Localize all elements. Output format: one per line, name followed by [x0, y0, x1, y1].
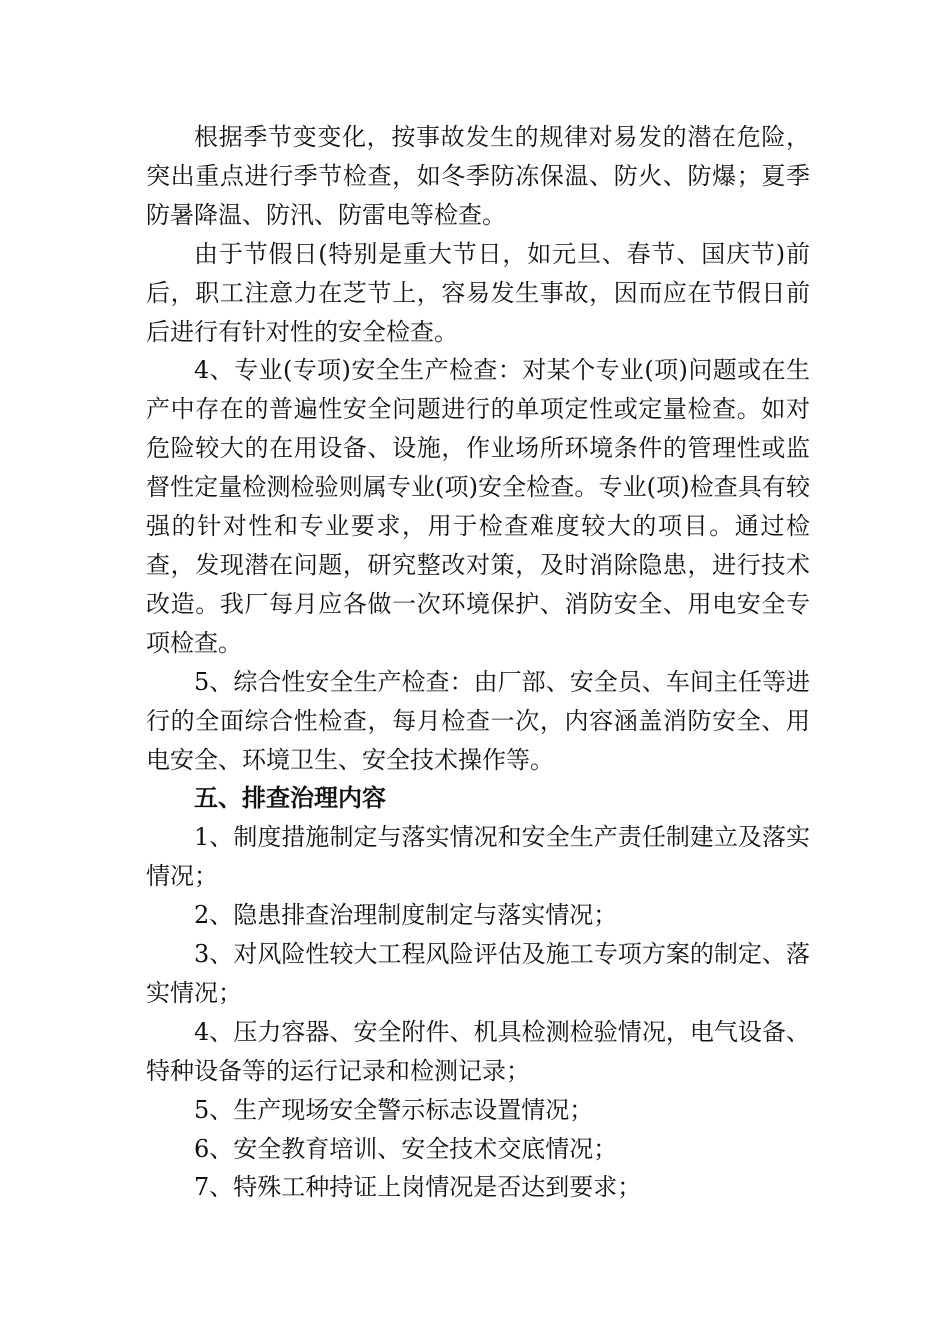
list-item: 7、特殊工种持证上岗情况是否达到要求； [194, 1173, 642, 1202]
paragraph-special-inspection: 4、专业(专项)安全生产检查：对某个专业(项)问题或在生产中存在的普遍性安全问题进行的单项定性或定量检查。如对危险较大的在用设备、设施，作业场所环境条件的管理性或监督性定量检测检验则属专业(项)安全检查。专业(项)检查具有较强的针对性和专业要求，用于检查难度较大的项目。通过检查，发现潜在问题，研究整改对策，及时消除隐患，进行技术改造。我厂每月应各做一次环境保护、消防安全、用电安全专项检查。 [146, 356, 810, 657]
list-item: 4、压力容器、安全附件、机具检测检验情况，电气设备、特种设备等的运行记录和检测记录； [146, 1017, 810, 1085]
list-item: 2、隐患排查治理制度制定与落实情况； [194, 901, 618, 930]
section-heading: 五、排查治理内容 [194, 784, 386, 813]
list-item: 1、制度措施制定与落实情况和安全生产责任制建立及落实情况； [146, 823, 810, 891]
list-item: 6、安全教育培训、安全技术交底情况； [194, 1134, 618, 1163]
list-item: 3、对风险性较大工程风险评估及施工专项方案的制定、落实情况； [146, 940, 810, 1007]
paragraph-holiday-inspection: 由于节假日(特别是重大节日，如元旦、春节、国庆节)前后，职工注意力在芝节上，容易发生事故，因而应在节假日前后进行有针对性的安全检查。 [146, 239, 810, 346]
document-body [146, 118, 810, 1207]
paragraph-seasonal-inspection: 根据季节变变化，按事故发生的规律对易发的潜在危险，突出重点进行季节检查，如冬季防冻保温、防火、防爆；夏季防暑降温、防汛、防雷电等检查。 [146, 123, 810, 229]
list-item: 5、生产现场安全警示标志设置情况； [194, 1095, 594, 1124]
paragraph-comprehensive-inspection: 5、综合性安全生产检查：由厂部、安全员、车间主任等进行的全面综合性检查，每月检查一次，内容涵盖消防安全、用电安全、环境卫生、安全技术操作等。 [146, 667, 810, 774]
